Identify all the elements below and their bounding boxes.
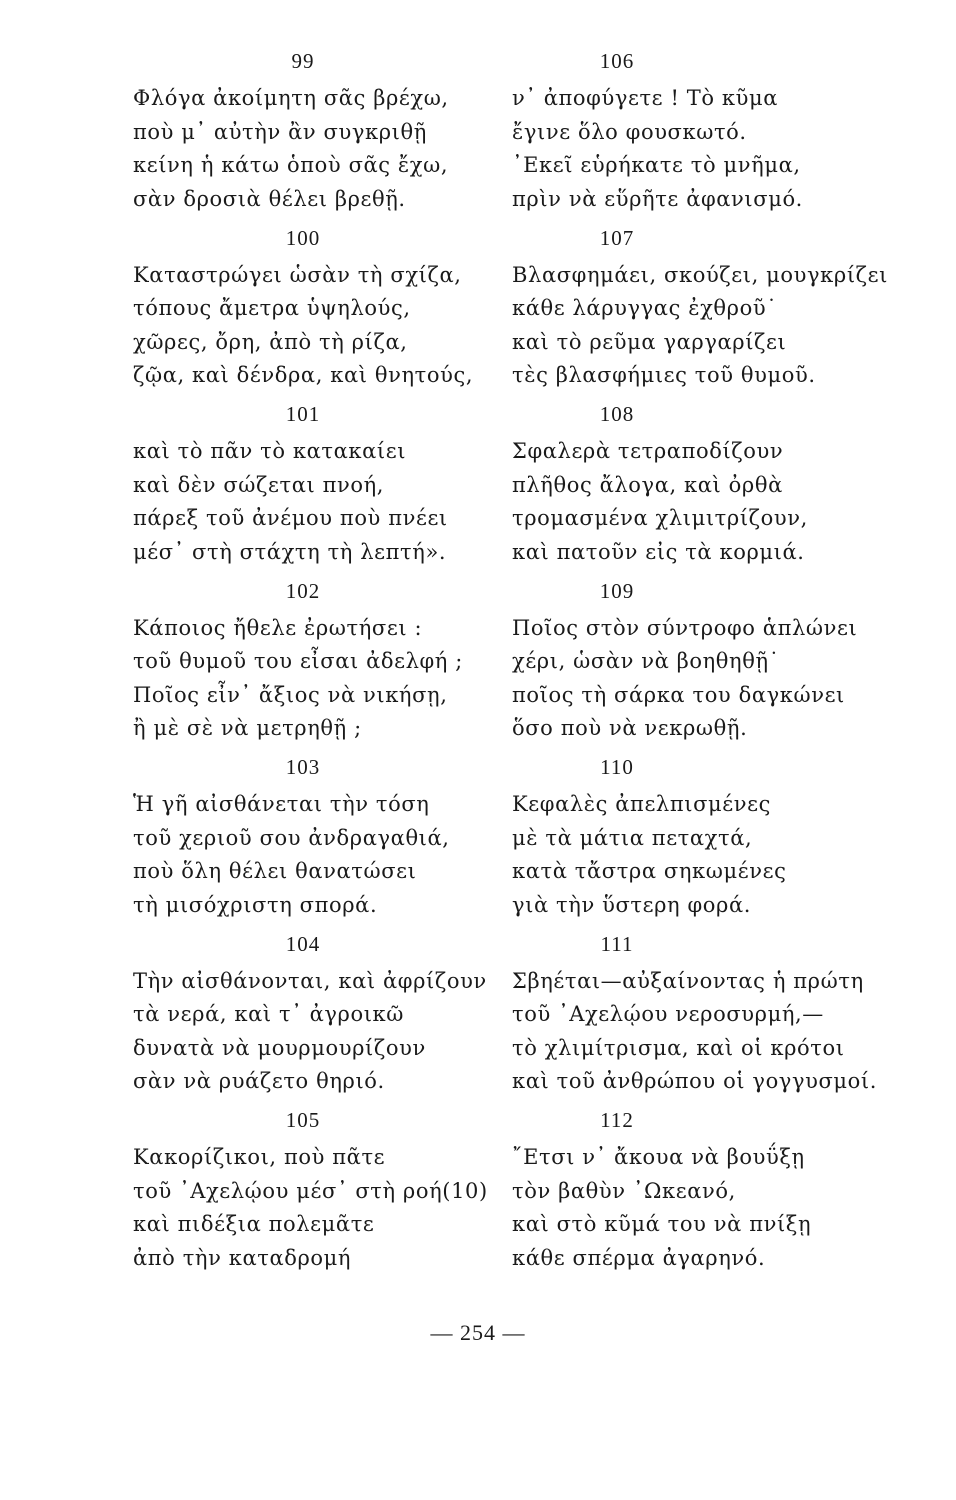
- verse-line: τοῦ ᾽Αχελῴου μέσ᾽ στὴ ροή(10): [133, 1178, 488, 1203]
- stanza-number: 101: [285, 402, 321, 426]
- verse-line: πλῆθος ἄλογα, καὶ ὀρθὰ: [512, 472, 783, 497]
- verse-line: Κάποιος ἤθελε ἐρωτήσει :: [133, 615, 423, 640]
- verse-line: ποὺ ὅλη θέλει θανατώσει: [133, 859, 417, 884]
- stanza-number: 99: [291, 49, 315, 73]
- verse-line: τρομασμένα χλιμιτρίζουν,: [512, 506, 808, 531]
- stanza-number: 107: [599, 225, 635, 250]
- verse-line: μὲ τὰ μάτια πεταχτά,: [512, 825, 753, 850]
- stanza-number: 110: [600, 755, 634, 779]
- verse-line: Ἡ γῆ αἰσθάνεται τὴν τόση: [133, 792, 430, 816]
- verse-line: Κακορίζικοι, ποὺ πᾶτε: [133, 1145, 386, 1169]
- verse-line: τὲς βλασφήμιες τοῦ θυμοῦ.: [512, 363, 816, 388]
- verse-line: ποῖος τὴ σάρκα του δαγκώνει: [512, 682, 845, 707]
- verse-line: Φλόγα ἀκοίμητη σᾶς βρέχω,: [133, 86, 449, 110]
- stanza-number: 109: [599, 578, 635, 603]
- verse-line: ζῷα, καὶ δένδρα, καὶ θνητούς,: [133, 363, 474, 388]
- stanza-number: 106: [599, 49, 635, 73]
- verse-line: χέρι, ὡσὰν νὰ βοηθηθῇ˙: [512, 649, 780, 674]
- verse-line: τὸν βαθὺν ᾽Ωκεανό,: [512, 1178, 736, 1203]
- stanza: [133, 570, 513, 747]
- verse-line: πάρεξ τοῦ ἀνέμου ποὺ πνέει: [133, 506, 448, 531]
- verse-line: ῎Ετσι ν᾽ ἄκουα νὰ βουΰξῃ: [512, 1145, 805, 1169]
- verse-line: ἀπὸ τὴν καταδρομή: [133, 1245, 352, 1270]
- verse-line: ὅσο ποὺ νὰ νεκρωθῇ.: [512, 716, 748, 741]
- verse-line: κάθε σπέρμα ἀγαρηνό.: [512, 1245, 766, 1270]
- verse-line: Σφαλερὰ τετραποδίζουν: [512, 439, 784, 463]
- verse-line: τὴ μισόχριστη σπορά.: [133, 892, 378, 917]
- stanza: [133, 923, 513, 1100]
- stanza-number: 103: [285, 755, 321, 779]
- stanza: [512, 217, 912, 394]
- stanza: [512, 393, 912, 570]
- verse-line: σὰν δροσιὰ θέλει βρεθῇ.: [133, 186, 406, 211]
- right-column: [512, 40, 912, 1276]
- verse-line: ν᾽ ἀποφύγετε ! Τὸ κῦμα: [512, 86, 778, 110]
- verse-line: τοῦ ᾽Αχελῴου νεροσυρμή,—: [512, 1002, 824, 1027]
- verse-line: τοῦ θυμοῦ του εἶσαι ἀδελφή ;: [133, 649, 463, 674]
- verse-line: Σβηέται—αὐξαίνοντας ἡ πρώτη: [512, 968, 864, 993]
- verse-line: Ποῖος εἶν᾽ ἄξιος νὰ νικήσῃ,: [133, 682, 448, 707]
- verse-line: Κεφαλὲς ἀπελπισμένες: [512, 792, 771, 816]
- stanza-number: 112: [600, 1108, 634, 1132]
- verse-line: τοῦ χεριοῦ σου ἀνδραγαθιά,: [133, 825, 450, 850]
- verse-line: Τὴν αἰσθάνονται, καὶ ἀφρίζουν: [133, 968, 487, 993]
- verse-line: κατὰ τἄστρα σηκωμένες: [512, 859, 787, 884]
- verse-line: ᾽Εκεῖ εὑρήκατε τὸ μνῆμα,: [512, 153, 801, 178]
- stanza-number: 111: [600, 931, 634, 956]
- stanza-number: 105: [285, 1108, 321, 1132]
- verse-line: μέσ᾽ στὴ στάχτη τὴ λεπτή».: [133, 539, 447, 564]
- verse-line: Καταστρώγει ὡσὰν τὴ σχίζα,: [133, 262, 462, 287]
- stanza: [133, 1099, 513, 1276]
- verse-line: καὶ τοῦ ἀνθρώπου οἱ γογγυσμοί.: [512, 1069, 878, 1094]
- verse-line: καὶ πατοῦν εἰς τὰ κορμιά.: [512, 539, 805, 564]
- page-number: — 254 —: [430, 1320, 526, 1345]
- stanza: [512, 1099, 912, 1276]
- verse-line: καὶ τὸ ρεῦμα γαργαρίζει: [512, 329, 787, 354]
- verse-line: καὶ στὸ κῦμά του νὰ πνίξῃ: [512, 1212, 812, 1237]
- verse-line: τὸ χλιμίτρισμα, καὶ οἱ κρότοι: [512, 1035, 845, 1060]
- stanza: [133, 746, 513, 923]
- stanza-number: 100: [285, 225, 321, 250]
- verse-line: ἔγινε ὅλο φουσκωτό.: [512, 119, 747, 144]
- stanza: [512, 923, 912, 1100]
- verse-line: ἢ μὲ σὲ νὰ μετρηθῇ ;: [133, 716, 362, 741]
- stanza: [133, 393, 513, 570]
- verse-line: πρὶν νὰ εὕρῆτε ἀφανισμό.: [512, 186, 803, 211]
- verse-line: Ποῖος στὸν σύντροφο ἁπλώνει: [512, 615, 858, 640]
- left-column: [133, 40, 513, 1276]
- verse-line: σὰν νὰ ρυάζετο θηριό.: [133, 1069, 385, 1094]
- verse-line: τὰ νερά, καὶ τ᾽ ἀγροικῶ: [133, 1002, 405, 1027]
- stanza: [512, 40, 912, 217]
- verse-line: ποὺ μ᾽ αὐτὴν ἂν συγκριθῇ: [133, 119, 427, 144]
- stanza: [133, 40, 513, 217]
- verse-line: κείνη ἡ κάτω ὁποὺ σᾶς ἔχω,: [133, 153, 449, 178]
- verse-line: κάθε λάρυγγας ἐχθροῦ˙: [512, 296, 778, 321]
- stanza-number: 108: [599, 402, 635, 426]
- stanza: [133, 217, 513, 394]
- verse-line: καὶ πιδέξια πολεμᾶτε: [133, 1212, 375, 1237]
- verse-line: καὶ τὸ πᾶν τὸ κατακαίει: [133, 439, 407, 463]
- stanza-number: 104: [285, 931, 321, 956]
- verse-line: τόπους ἄμετρα ὑψηλούς,: [133, 296, 411, 321]
- stanza: [512, 746, 912, 923]
- stanza: [512, 570, 912, 747]
- verse-line: καὶ δὲν σώζεται πνοή,: [133, 472, 385, 497]
- stanza-number: 102: [285, 578, 321, 603]
- verse-line: γιὰ τὴν ὕστερη φορά.: [512, 892, 752, 917]
- verse-line: Βλασφημάει, σκούζει, μουγκρίζει: [512, 262, 888, 287]
- verse-line: χῶρες, ὄρη, ἀπὸ τὴ ρίζα,: [133, 329, 408, 354]
- verse-line: δυνατὰ νὰ μουρμουρίζουν: [133, 1035, 426, 1060]
